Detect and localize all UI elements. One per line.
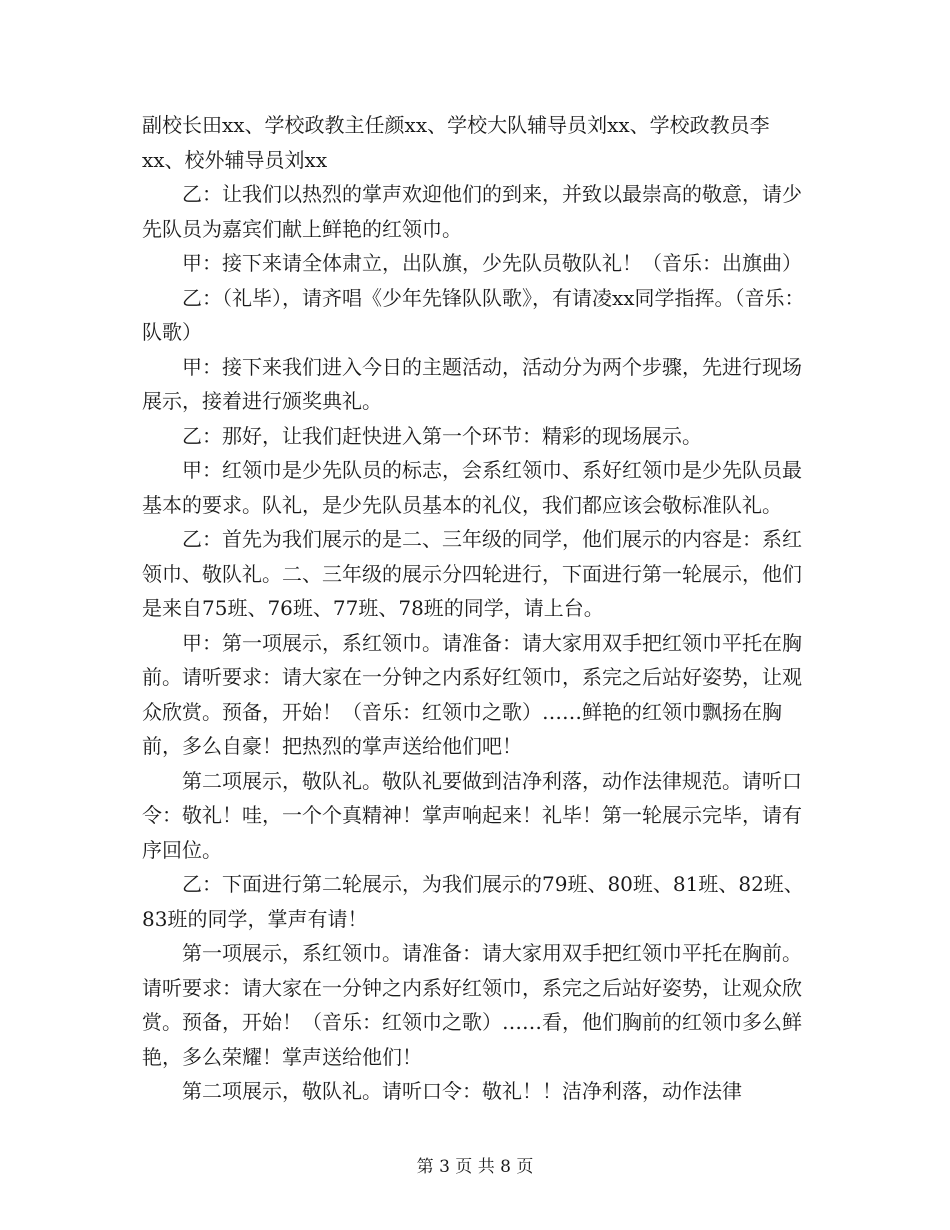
paragraph: 甲：第一项展示，系红领巾。请准备：请大家用双手把红领巾平托在胸前。请听要求：请大家在一分钟之内系好红领巾，系完之后站好姿势，让观众欣赏。预备，开始！（音乐：红领巾之歌）……鲜艳的红领巾飘扬在胸前，多么自豪！把热烈的掌声送给他们吧！ bbox=[142, 630, 802, 758]
paragraph: 副校长田xx、学校政教主任颜xx、学校大队辅导员刘xx、学校政教员李xx、校外辅导员刘xx bbox=[142, 113, 770, 172]
paragraph: 甲：红领巾是少先队员的标志，会系红领巾、系好红领巾是少先队员最基本的要求。队礼，是少先队员基本的礼仪，我们都应该会敬标准队礼。 bbox=[142, 458, 802, 517]
paragraph: 第一项展示，系红领巾。请准备：请大家用双手把红领巾平托在胸前。请听要求：请大家在一分钟之内系好红领巾，系完之后站好姿势，让观众欣赏。预备，开始！（音乐：红领巾之歌）……看，他们胸前的红领巾多么鲜艳，多么荣耀！掌声送给他们！ bbox=[142, 941, 802, 1069]
paragraph: 甲：接下来请全体肃立，出队旗，少先队员敬队礼！（音乐：出旗曲） bbox=[182, 251, 802, 275]
paragraph: 乙：（礼毕），请齐唱《少年先锋队队歌》，有请凌xx同学指挥。（音乐：队歌） bbox=[142, 285, 805, 344]
paragraph: 乙：首先为我们展示的是二、三年级的同学，他们展示的内容是：系红领巾、敬队礼。二、三年级的展示分四轮进行，下面进行第一轮展示，他们是来自75班、76班、77班、78班的同学，请上台。 bbox=[142, 527, 802, 620]
document-body bbox=[142, 108, 810, 1109]
paragraph: 第二项展示，敬队礼。敬队礼要做到洁净利落，动作法律规范。请听口令：敬礼！哇，一个个真精神！掌声响起来！礼毕！第一轮展示完毕，请有序回位。 bbox=[142, 768, 802, 862]
paragraph: 乙：让我们以热烈的掌声欢迎他们的到来，并致以最崇高的敬意，请少先队员为嘉宾们献上鲜艳的红领巾。 bbox=[142, 182, 802, 241]
page-footer: 第 3 页 共 8 页 bbox=[416, 1157, 534, 1177]
paragraph: 乙：那好，让我们赶快进入第一个环节：精彩的现场展示。 bbox=[182, 423, 702, 448]
paragraph: 甲：接下来我们进入今日的主题活动，活动分为两个步骤，先进行现场展示，接着进行颁奖典礼。 bbox=[142, 354, 802, 413]
paragraph: 第二项展示，敬队礼。请听口令：敬礼！！洁净利落，动作法律 bbox=[182, 1079, 742, 1103]
paragraph: 乙：下面进行第二轮展示，为我们展示的79班、80班、81班、82班、83班的同学，掌声有请！ bbox=[142, 872, 804, 931]
